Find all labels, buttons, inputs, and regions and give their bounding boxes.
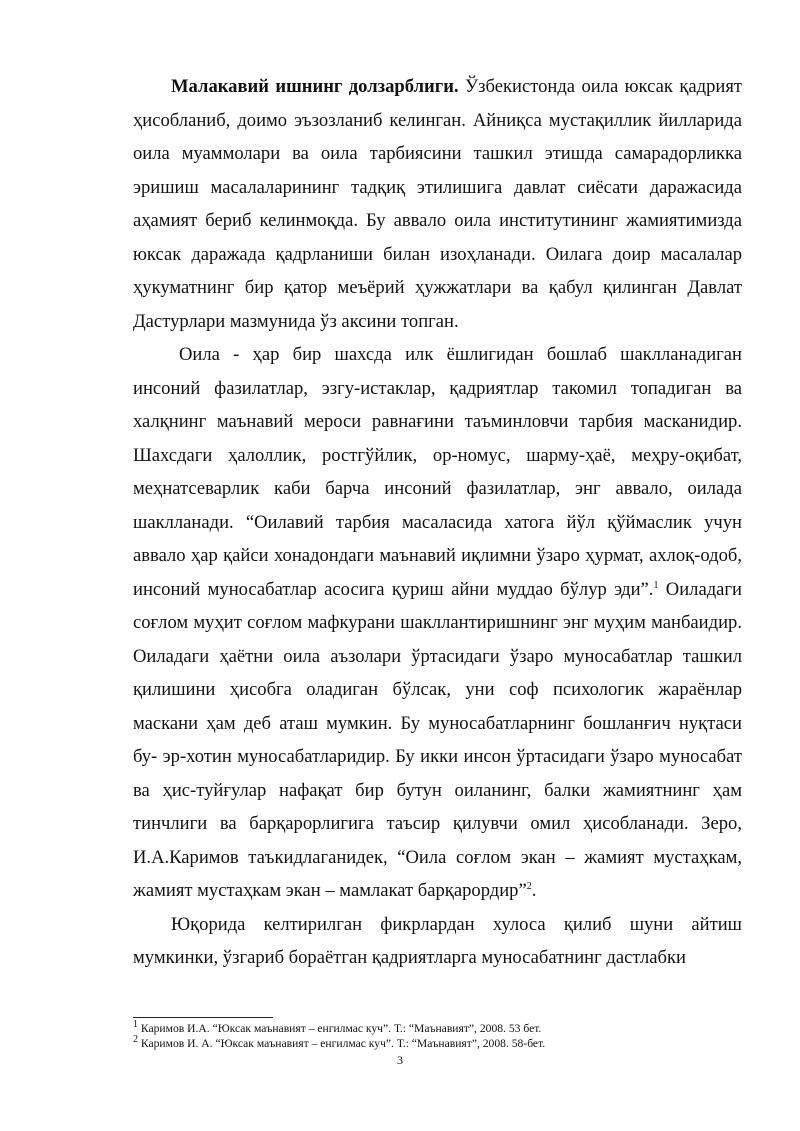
footnote-ref-1[interactable]: 1 — [653, 579, 659, 591]
footnote-text: Каримов И. А. “Юксак маънавият – енгилмас куч”. Т.: “Маънавият”, 2008. 58-бет. — [138, 1037, 546, 1050]
footnote-text: Каримов И.А. “Юксак маънавият – енгилмас куч”. Т.: “Маънавият”, 2008. 53 бет. — [138, 1022, 542, 1035]
paragraph-text: Оиладаги соғлом муҳит соғлом мафкурани шакллантиришнинг энг муҳим манбаидир. Оиладаги ҳаётни оила аъзолари ўртасидаги ўзаро муносабатлар ташкил қилишини ҳисобга оладиган бўлсак, уни соф психологик жараёнлар маскани ҳам деб аташ мумкин. Бу муносабатларнинг бошланғич нуқтаси бу- эр-хотин муносабатларидир. Бу икки инсон ўртасидаги ўзаро муносабат ва ҳис-туйғулар нафақат бир бутун оиланинг, балки жамиятнинг ҳам тинчлиги ва барқарорлигига таъсир қилувчи омил ҳисобланади. Зеро, И.А.Каримов таъкидлаганидек, “Оила соғлом экан – жамият мустаҳкам, жамият мустаҳкам экан – мамлакат барқарордир” — [133, 578, 742, 901]
footnote-ref-2[interactable]: 2 — [526, 880, 532, 892]
paragraph-relevance — [133, 70, 742, 338]
body-text — [133, 70, 742, 975]
footnote-mark: 1 — [133, 1019, 138, 1031]
paragraph-family — [133, 338, 742, 908]
section-heading: Малакавий ишнинг долзарблиги. — [171, 76, 459, 97]
paragraph-text: Оила - ҳар бир шахсда илк ёшлигидан бошлаб шаклланадиган инсоний фазилатлар, эзгу-истаклар, қадриятлар такомил топадиган ва халқнинг маънавий мероси равнағини таъминловчи тарбия масканидир. Шахсдаги ҳалоллик, ростгўйлик, ор-номус, шарму-ҳаё, меҳру-оқибат, меҳнатсеварлик каби барча инсоний фазилатлар, энг аввало, оилада шаклланади. “Оилавий тарбия масаласида хатога йўл қўймаслик учун аввало ҳар қайси хонадондаги маънавий иқлимни ўзаро ҳурмат, ахлоқ-одоб, инсоний муносабатлар асосига қуриш айни муддао бўлур эди”. — [133, 344, 742, 600]
paragraph-conclusion — [133, 908, 742, 975]
paragraph-text: Юқорида келтирилган фикрлардан хулоса қилиб шуни айтиш мумкинки, ўзгариб бораётган қадриятларга муносабатнинг дастлабки — [133, 913, 742, 968]
footnote-2 — [133, 1034, 546, 1051]
footnote-mark: 2 — [133, 1034, 138, 1046]
paragraph-text: . — [531, 880, 537, 901]
page-number: 3 — [397, 1053, 403, 1067]
footnote-1 — [133, 1019, 542, 1036]
paragraph-text: Ўзбекистонда оила юксак қадрият ҳисобланиб, доимо эъзозланиб келинган. Айниқса мустақиллик йилларида оила муаммолари ва оила тарбиясини ташкил этишда самарадорликка эришиш масалаларининг тадқиқ этилишига давлат сиёсати даражасида аҳамият бериб келинмоқда. Бу аввало оила институтининг жамиятимизда юксак даражада қадрланиши билан изоҳланади. Оилага доир масалалар ҳукуматнинг бир қатор меъёрий ҳужжатлари ва қабул қилинган Давлат Дастурлари мазмунида ўз аксини топган. — [133, 76, 742, 332]
footnote-divider — [133, 1017, 273, 1018]
